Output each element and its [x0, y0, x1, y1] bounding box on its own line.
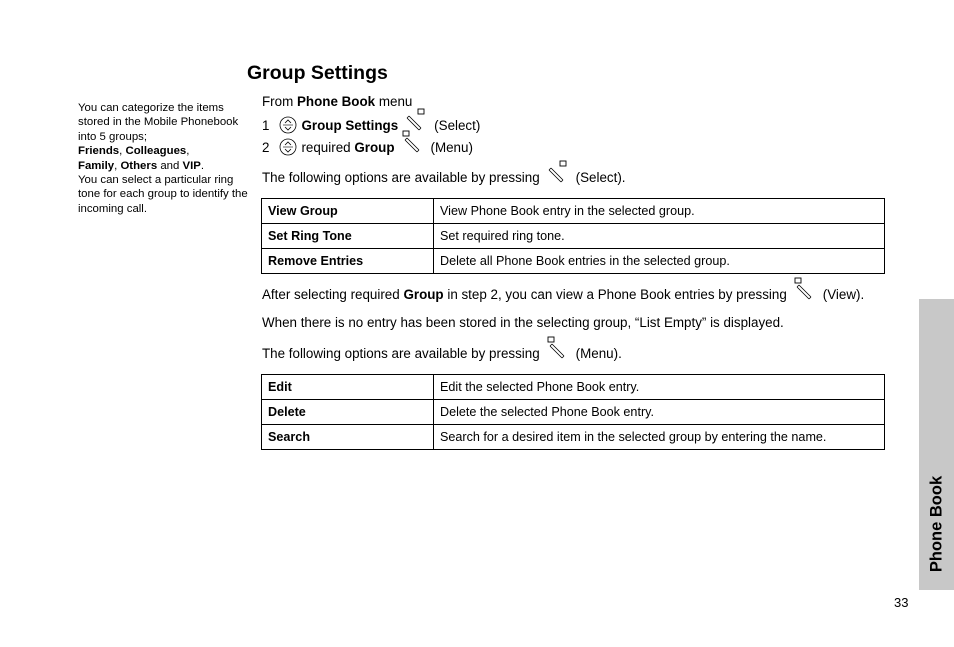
option-name: View Group	[262, 199, 434, 224]
separator: ,	[119, 145, 126, 158]
option-name: Remove Entries	[262, 249, 434, 274]
group-family: Family	[78, 159, 115, 172]
option-name: Delete	[262, 400, 434, 425]
right-soft-key-icon	[546, 336, 568, 362]
entry-options-table	[261, 374, 885, 450]
step-2-action: (Menu)	[430, 139, 473, 155]
left-soft-key-icon	[546, 160, 568, 186]
step-1-action: (Select)	[434, 117, 481, 133]
option-name: Set Ring Tone	[262, 224, 434, 249]
after-select-action: (View).	[822, 286, 865, 302]
section-tab	[919, 299, 954, 590]
table-row	[262, 249, 885, 274]
step-2-item: Group	[354, 139, 395, 155]
option-description: View Phone Book entry in the selected group.	[434, 199, 885, 224]
option-description: Set required ring tone.	[434, 224, 885, 249]
options-intro-action: (Select).	[575, 169, 626, 185]
step-2-text: required	[301, 139, 351, 155]
nav-key-icon	[279, 116, 297, 134]
options-intro-text: The following options are available by pressing	[262, 345, 540, 361]
step-1-item: Group Settings	[301, 117, 399, 133]
table-row	[262, 199, 885, 224]
group-vip: VIP	[182, 159, 201, 172]
options-intro-menu	[262, 340, 622, 366]
table-row	[262, 400, 885, 425]
option-description: Delete the selected Phone Book entry.	[434, 400, 885, 425]
group-others: Others	[120, 159, 158, 172]
step-number: 1	[262, 117, 270, 133]
table-row	[262, 375, 885, 400]
section-tab-label: Phone Book	[927, 475, 945, 573]
empty-note: When there is no entry has been stored in the selecting group, “List Empty” is displayed.	[262, 315, 784, 330]
options-intro-select	[262, 164, 626, 190]
table-row	[262, 425, 885, 450]
separator: and	[157, 159, 183, 172]
step-2	[262, 134, 473, 160]
after-select-suffix: in step 2, you can view a Phone Book entries by pressing	[447, 286, 787, 302]
side-note	[78, 101, 248, 216]
separator: .	[200, 159, 205, 172]
option-description: Search for a desired item in the selected group by entering the name.	[434, 425, 885, 450]
page-title: Group Settings	[247, 62, 388, 84]
option-name: Search	[262, 425, 434, 450]
group-colleagues: Colleagues	[125, 145, 187, 158]
option-description: Delete all Phone Book entries in the selected group.	[434, 249, 885, 274]
nav-key-icon	[279, 138, 297, 156]
options-intro-text: The following options are available by pressing	[262, 169, 540, 185]
from-prefix: From	[262, 94, 294, 109]
after-select-group: Group	[403, 286, 444, 302]
table-row	[262, 224, 885, 249]
after-select-note	[262, 281, 864, 307]
option-name: Edit	[262, 375, 434, 400]
side-note-intro: You can categorize the items stored in the Mobile Phonebook into 5 groups;	[78, 102, 239, 143]
group-friends: Friends	[78, 145, 120, 158]
options-intro-action: (Menu).	[575, 345, 622, 361]
group-options-table	[261, 198, 885, 274]
from-menu-name: Phone Book	[296, 94, 376, 109]
option-description: Edit the selected Phone Book entry.	[434, 375, 885, 400]
right-soft-key-icon	[401, 130, 423, 156]
step-number: 2	[262, 139, 270, 155]
right-soft-key-icon	[793, 277, 815, 303]
step-from	[262, 94, 412, 109]
from-suffix: menu	[378, 94, 413, 109]
side-note-ringtone: You can select a particular ring tone for each group to identify the incoming call.	[78, 174, 248, 215]
after-select-prefix: After selecting required	[262, 286, 400, 302]
separator: ,	[114, 159, 121, 172]
separator: ,	[186, 145, 190, 158]
page-number: 33	[894, 595, 909, 610]
